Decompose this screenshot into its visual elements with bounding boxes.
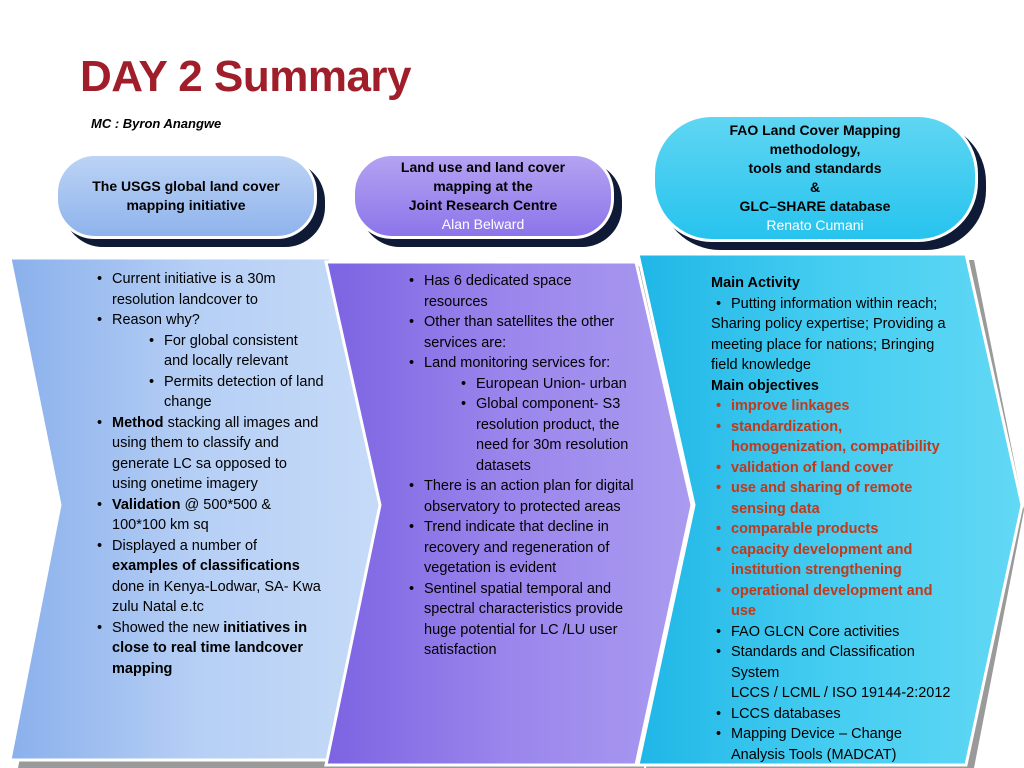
header-fao-text: FAO Land Cover Mapping methodology, tools and standards & GLC–SHARE database Renato Cumani [729, 122, 901, 233]
mc-label: MC : Byron Anangwe [91, 116, 222, 131]
speaker-fao: Renato Cumani [766, 217, 864, 233]
list-item: • Current initiative is a 30m resolution landcover to [112, 269, 324, 310]
list-item: • Displayed a number of examples of classifications done in Kenya-Lodwar, SA- Kwa zulu Natal e.tc [112, 536, 324, 618]
list-item: • Sentinel spatial temporal and spectral characteristics provide huge potential for LC /LU user satisfaction [424, 579, 636, 661]
list-item: • European Union- urban [476, 374, 636, 395]
main-activity-label: Main Activity [711, 275, 800, 291]
list-item: • For global consistent and locally relevant [164, 331, 324, 372]
list-item: • Permits detection of land change [164, 372, 324, 413]
list-item: • Other than satellites the other services are: [424, 312, 636, 353]
list-item: • improve linkages [731, 396, 957, 417]
list-item: • comparable products [731, 519, 957, 540]
list-item: • LCCS databases [731, 704, 957, 725]
main-objectives-label: Main objectives [711, 377, 819, 394]
page-title: DAY 2 Summary [80, 52, 412, 101]
jrc-list [404, 271, 636, 661]
objectives-list [711, 396, 957, 622]
header-fao [652, 114, 978, 242]
list-item: • use and sharing of remote sensing data [731, 478, 957, 519]
header-jrc [352, 153, 614, 239]
list-item: • operational development and use [731, 581, 957, 622]
list-item: • Method stacking all images and using them to classify and generate LC sa opposed to using onetime imagery [112, 413, 324, 495]
list-item: • Validation @ 500*500 & 100*100 km sq [112, 495, 324, 536]
speaker-jrc: Alan Belward [441, 216, 525, 232]
header-usgs-text: The USGS global land cover mapping initiative [92, 178, 280, 213]
fao-other-list [711, 622, 957, 766]
list-item: • Has 6 dedicated space resources [424, 271, 636, 312]
list-item: • Mapping Device – Change Analysis Tools (MADCAT) [731, 724, 957, 765]
list-item: • Trend indicate that decline in recovery and regeneration of vegetation is evident [424, 517, 636, 579]
list-item: • Standards and Classification System LCCS / LCML / ISO 19144-2:2012 [731, 642, 957, 704]
list-item: • standardization, homogenization, compatibility [731, 417, 957, 458]
header-usgs [55, 153, 317, 239]
list-item: • Reason why? • For global consistent and locally relevant • Permits detection of land change [112, 310, 324, 413]
header-jrc-text: Land use and land cover mapping at the Joint Research Centre Alan Belward [400, 159, 566, 232]
list-item: • Land monitoring services for: • European Union- urban • Global component- S3 resolution product, the need for 30m resolution datasets [424, 353, 636, 476]
usgs-list [92, 269, 324, 679]
list-item: • Global component- S3 resolution product, the need for 30m resolution datasets [476, 394, 636, 476]
list-item: • There is an action plan for digital observatory to protected areas [424, 476, 636, 517]
list-item: • Putting information within reach; [731, 294, 957, 315]
list-item: • capacity development and institution strengthening [731, 540, 957, 581]
list-item: • Showed the new initiatives in close to real time landcover mapping [112, 618, 324, 680]
list-item: • FAO GLCN Core activities [731, 622, 957, 643]
main-activity-text: Sharing policy expertise; Providing a meeting place for nations; Bringing field knowledge [711, 316, 946, 373]
list-item: • validation of land cover [731, 458, 957, 479]
